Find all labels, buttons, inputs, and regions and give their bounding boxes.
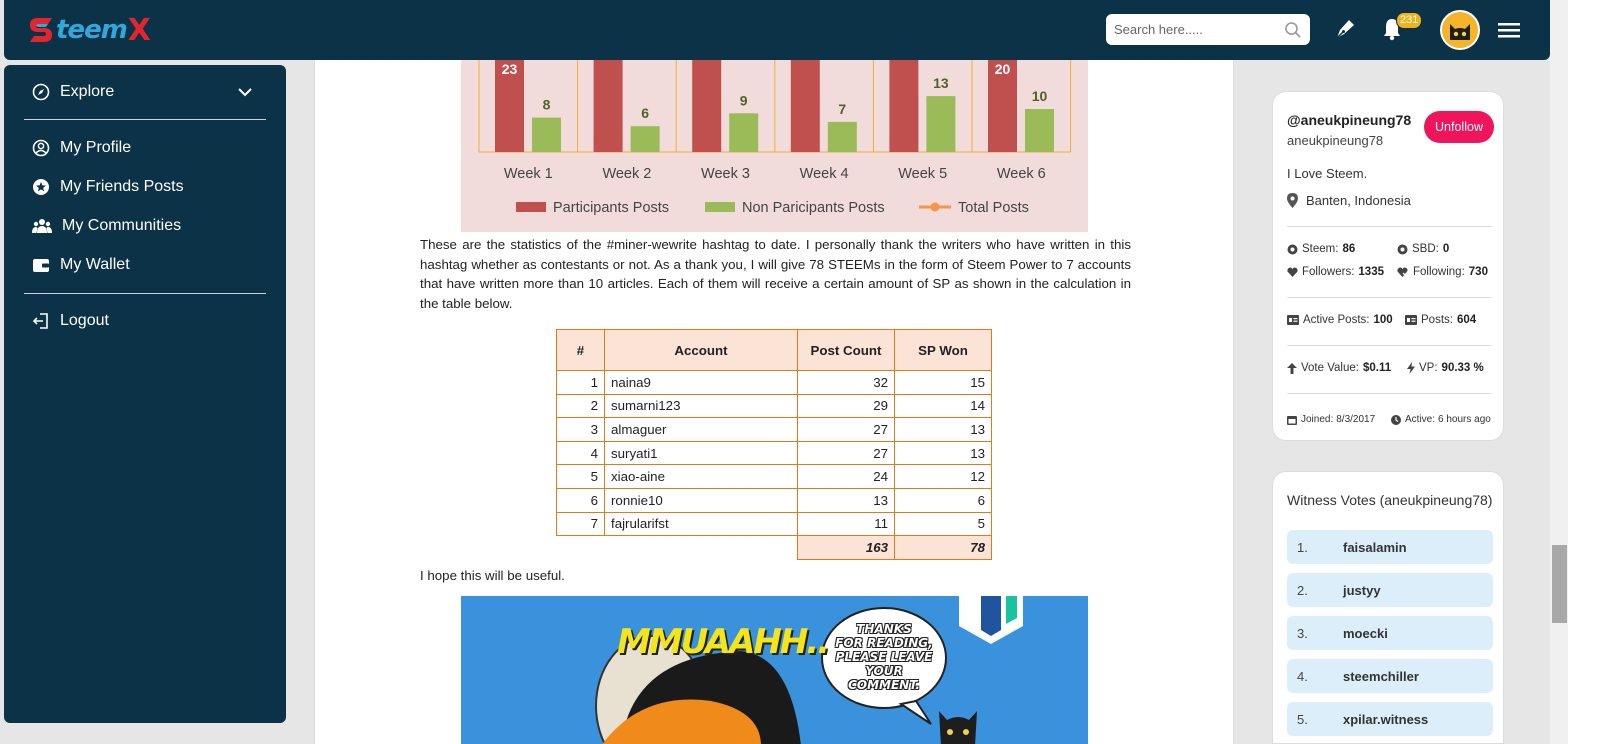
post-content xyxy=(314,60,1234,744)
comic-bubble-line: FOR READING, xyxy=(835,636,933,650)
stat-voting-power xyxy=(1407,362,1484,374)
witness-votes-card xyxy=(1272,471,1504,744)
chart-bar-non-participants xyxy=(729,113,758,152)
table-header-post-count: Post Count xyxy=(798,330,895,371)
chart-tick-label: Week 2 xyxy=(602,166,652,182)
stat-active xyxy=(1391,414,1491,425)
stat-active-posts xyxy=(1287,314,1393,326)
table-row xyxy=(557,512,992,536)
comic-bubble-line: PLEASE LEAVE YOUR xyxy=(835,650,933,678)
cell-post-count: 29 xyxy=(798,394,895,418)
chart-data-label: 13 xyxy=(933,75,949,92)
chart-data-label: 20 xyxy=(994,61,1011,77)
profile-about: I Love Steem. xyxy=(1287,166,1368,181)
sidebar-item-explore[interactable] xyxy=(32,83,262,101)
sidebar-item-my-wallet[interactable] xyxy=(32,256,130,274)
witness-name[interactable]: faisalamin xyxy=(1343,539,1407,555)
chart-tick-label: Week 5 xyxy=(898,166,948,182)
chart-data-label: 9 xyxy=(739,92,748,109)
sp-distribution-table xyxy=(556,329,992,560)
cell-index: 4 xyxy=(557,441,605,465)
legend-swatch-total-marker xyxy=(931,203,940,212)
witness-item[interactable] xyxy=(1287,659,1493,693)
stat-joined-label: Joined: xyxy=(1301,414,1334,425)
wallet-icon xyxy=(32,256,50,274)
scrollbar-track[interactable] xyxy=(1550,0,1568,744)
stat-following xyxy=(1397,266,1488,278)
total-post-count: 163 xyxy=(798,536,895,560)
chart-data-label: 10 xyxy=(1031,88,1048,104)
arrow-up-icon xyxy=(1287,363,1297,374)
chart-bar-participants xyxy=(692,60,721,152)
cell-account: suryati1 xyxy=(605,441,798,465)
witness-item[interactable] xyxy=(1287,616,1493,650)
chevron-down-icon[interactable] xyxy=(238,87,252,97)
cell-post-count: 11 xyxy=(798,512,895,536)
chart-tick-label: Week 4 xyxy=(799,166,849,182)
profile-divider xyxy=(1287,226,1492,227)
witness-item[interactable] xyxy=(1287,573,1493,607)
sidebar-item-label: My Communities xyxy=(62,217,182,234)
stat-active-posts-value: 100 xyxy=(1373,314,1393,326)
comic-illustration xyxy=(461,596,1088,744)
cell-blank xyxy=(605,536,798,560)
cell-sp-won: 6 xyxy=(895,488,992,512)
user-circle-icon xyxy=(32,139,50,157)
table-row xyxy=(557,465,992,489)
cell-post-count: 24 xyxy=(798,465,895,489)
profile-divider xyxy=(1287,393,1492,394)
cell-index: 1 xyxy=(557,371,605,395)
chart-bar-participants xyxy=(889,60,918,152)
cell-sp-won: 5 xyxy=(895,512,992,536)
table-header-row xyxy=(557,330,992,371)
cell-account: naina9 xyxy=(605,371,798,395)
table-header-index: # xyxy=(557,330,605,371)
total-sp-won: 78 xyxy=(895,536,992,560)
witness-item[interactable] xyxy=(1287,702,1493,736)
profile-location-text: Banten, Indonesia xyxy=(1306,193,1411,208)
logout-icon xyxy=(32,312,50,330)
chart-tick-label: Week 3 xyxy=(701,166,750,182)
table-row xyxy=(557,418,992,442)
cell-index: 7 xyxy=(557,512,605,536)
page-edge xyxy=(1568,0,1600,744)
profile-handle[interactable]: @aneukpineung78 xyxy=(1287,112,1412,128)
cat-avatar-icon xyxy=(1442,12,1478,48)
stat-followers-label: Followers: xyxy=(1302,266,1355,278)
stat-steem-value: 86 xyxy=(1342,243,1356,255)
cell-sp-won: 14 xyxy=(895,394,992,418)
stat-active-posts-label: Active Posts: xyxy=(1303,314,1370,326)
witness-rank: 1. xyxy=(1297,539,1308,555)
stat-sbd xyxy=(1397,243,1449,255)
profile-divider xyxy=(1287,297,1492,298)
clock-icon xyxy=(1391,415,1401,425)
profile-divider xyxy=(1287,345,1492,346)
cell-sp-won: 15 xyxy=(895,371,992,395)
sidebar-item-label: Logout xyxy=(60,312,109,329)
comic-bubble-text xyxy=(823,622,945,692)
write-post-icon[interactable] xyxy=(1334,17,1356,41)
logo-text: teem xyxy=(56,15,127,45)
chart-bar-non-participants xyxy=(631,126,660,152)
cell-sp-won: 13 xyxy=(895,441,992,465)
witness-name[interactable]: steemchiller xyxy=(1343,668,1419,684)
stat-vote-value xyxy=(1287,362,1391,374)
witness-item[interactable] xyxy=(1287,530,1493,564)
chart-bar-participants xyxy=(594,60,623,152)
stat-posts-value: 604 xyxy=(1456,314,1477,326)
cell-index: 6 xyxy=(557,488,605,512)
sidebar-item-label: My Friends Posts xyxy=(60,178,184,195)
stat-posts-label: Posts: xyxy=(1421,314,1453,326)
stat-vp-label: VP: xyxy=(1419,362,1438,374)
sidebar-divider xyxy=(24,293,266,294)
table-header-account: Account xyxy=(605,330,798,371)
chart-data-label: 7 xyxy=(838,100,847,117)
witness-name[interactable]: xpilar.witness xyxy=(1343,711,1429,727)
sidebar-item-label: My Wallet xyxy=(60,256,130,273)
sidebar xyxy=(4,65,286,723)
id-card-icon xyxy=(1405,315,1417,325)
weekly-posts-chart xyxy=(461,60,1088,232)
stat-joined xyxy=(1287,414,1375,425)
chart-bar-participants xyxy=(791,60,820,152)
legend-label-total: Total Posts xyxy=(958,200,1029,216)
heart-check-icon xyxy=(1397,267,1409,277)
compass-icon xyxy=(32,83,50,101)
chart-bar-non-participants xyxy=(1025,109,1054,152)
id-card-icon xyxy=(1287,315,1299,325)
stat-followers-value[interactable]: 1335 xyxy=(1358,266,1384,278)
stat-following-value[interactable]: 730 xyxy=(1468,266,1488,278)
post-paragraph: These are the statistics of the #miner-wewrite hashtag to date. I personally thank the writers who have written in this hashtag whether as contestants or not. As a thank you, I will give 78 STEEMs in the form of Steem Power to 7 accounts that have written more than 10 articles. Each of them will receive a certain amount of SP as shown in the calculation in the table below. xyxy=(420,237,1131,311)
stat-followers xyxy=(1287,266,1384,278)
legend-swatch-participants xyxy=(516,202,546,212)
profile-username: aneukpineung78 xyxy=(1287,133,1384,148)
table-row xyxy=(557,441,992,465)
bolt-icon xyxy=(1407,362,1415,374)
legend-label-non-participants: Non Paricipants Posts xyxy=(742,200,885,216)
steemx-logo-icon xyxy=(26,15,56,45)
sidebar-item-label: My Profile xyxy=(60,139,132,156)
steem-icon xyxy=(1287,244,1298,255)
notification-badge: 231 xyxy=(1396,12,1422,29)
stat-posts xyxy=(1405,314,1476,326)
stat-active-label: Active: xyxy=(1405,414,1436,425)
sidebar-item-my-communities[interactable] xyxy=(32,217,181,235)
scrollbar-thumb[interactable] xyxy=(1552,545,1567,623)
sidebar-item-label: Explore xyxy=(60,83,115,100)
search-box xyxy=(1106,14,1310,45)
comic-bubble-line: THANKS xyxy=(856,622,912,636)
cell-sp-won: 13 xyxy=(895,418,992,442)
search-input[interactable] xyxy=(1114,22,1274,37)
table-row xyxy=(557,371,992,395)
witness-rank: 5. xyxy=(1297,711,1308,727)
logo-x: X xyxy=(127,12,151,48)
cell-index: 2 xyxy=(557,394,605,418)
steemx-logo[interactable] xyxy=(26,12,151,48)
legend-label-participants: Participants Posts xyxy=(553,200,670,216)
top-bar xyxy=(4,0,1550,60)
witness-name[interactable]: justyy xyxy=(1343,582,1381,598)
profile-card xyxy=(1272,91,1504,441)
calendar-icon xyxy=(1287,415,1297,425)
sidebar-item-my-profile[interactable] xyxy=(32,139,131,157)
cell-account: fajrularifst xyxy=(605,512,798,536)
cell-account: sumarni123 xyxy=(605,394,798,418)
stat-joined-value: 8/3/2017 xyxy=(1336,414,1376,425)
witness-name[interactable]: moecki xyxy=(1343,625,1388,641)
stat-vote-value-label: Vote Value: xyxy=(1301,362,1359,374)
cell-account: ronnie10 xyxy=(605,488,798,512)
cell-post-count: 27 xyxy=(798,441,895,465)
cell-sp-won: 12 xyxy=(895,465,992,489)
unfollow-button[interactable]: Unfollow xyxy=(1424,111,1494,143)
search-icon[interactable] xyxy=(1284,21,1302,39)
thanks-for-reading-image xyxy=(461,596,1088,744)
cell-post-count: 13 xyxy=(798,488,895,512)
cell-index: 5 xyxy=(557,465,605,489)
table-total-row xyxy=(557,536,992,560)
legend-swatch-non-participants xyxy=(705,202,735,212)
sidebar-divider xyxy=(24,119,266,120)
chart-tick-label: Week 6 xyxy=(996,166,1046,182)
table-header-sp-won: SP Won xyxy=(895,330,992,371)
sbd-icon xyxy=(1397,244,1408,255)
closing-text: I hope this will be useful. xyxy=(420,568,565,583)
stat-vote-value-value: $0.11 xyxy=(1362,362,1392,374)
witness-rank: 3. xyxy=(1297,625,1308,641)
cell-post-count: 27 xyxy=(798,418,895,442)
comic-shout-text: MMUAAHH.. xyxy=(617,622,829,662)
star-badge-icon xyxy=(32,178,50,196)
heart-icon xyxy=(1287,267,1298,277)
hamburger-menu-icon[interactable] xyxy=(1498,21,1520,39)
chart-tick-label: Week 1 xyxy=(503,166,553,182)
cell-blank xyxy=(557,536,605,560)
stat-sbd-label: SBD: xyxy=(1412,243,1439,255)
user-avatar[interactable] xyxy=(1440,10,1480,50)
cell-index: 3 xyxy=(557,418,605,442)
witness-rank: 2. xyxy=(1297,582,1308,598)
witness-rank: 4. xyxy=(1297,668,1308,684)
cell-post-count: 32 xyxy=(798,371,895,395)
chart-bar-non-participants xyxy=(532,118,561,152)
witness-votes-title: Witness Votes (aneukpineung78) xyxy=(1287,492,1493,508)
stat-following-label: Following: xyxy=(1413,266,1465,278)
cell-account: almaguer xyxy=(605,418,798,442)
stat-steem xyxy=(1287,243,1355,255)
stat-vp-value: 90.33 % xyxy=(1441,362,1484,374)
chart-data-label: 23 xyxy=(501,61,518,77)
sidebar-item-my-friends-posts[interactable] xyxy=(32,178,184,196)
chart-bar-non-participants xyxy=(828,122,857,152)
comic-bubble-line: COMMENT. xyxy=(848,678,920,692)
sidebar-item-logout[interactable] xyxy=(32,312,109,330)
cell-account: xiao-aine xyxy=(605,465,798,489)
chart-data-label: 8 xyxy=(542,96,551,113)
chart-bar-non-participants xyxy=(926,96,955,152)
users-icon xyxy=(32,217,52,235)
table-row xyxy=(557,394,992,418)
table-row xyxy=(557,488,992,512)
stat-sbd-value: 0 xyxy=(1442,243,1450,255)
stat-active-value: 6 hours ago xyxy=(1438,414,1491,425)
chart-data-label: 6 xyxy=(641,105,649,122)
map-pin-icon xyxy=(1287,193,1298,208)
profile-location xyxy=(1287,193,1411,208)
stat-steem-label: Steem: xyxy=(1302,243,1339,255)
